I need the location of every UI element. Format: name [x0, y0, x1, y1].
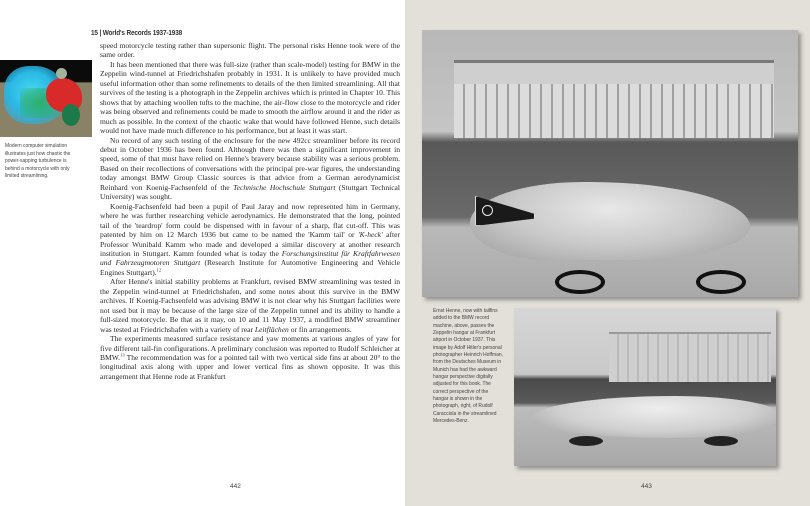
- mercedes-benz-streamliner-hangar-photo: [514, 308, 776, 466]
- body-text: [100, 41, 400, 381]
- paragraph: It has been mentioned that there was full-size (rather than scale-model) testing for BMW in the Zeppelin wind-tunnel at Friedrichshafen probably in 1931. It is unlikely to have provided much useful information other than some refinements to details of the then limited streamlining. All that survives of the testing is a photograph in the Zeppelin archives which is printed in Chapter 10. This shows that by attaching woollen tufts to the machine, the air-flow close to the motorcycle and rider was being observed and refinements could be made to smooth the airflow around it and the rider as much as possible. In the context of the chaotic wake that would have followed Henne, such details would not have made much difference to his performance, but at least it was start.: [100, 59, 400, 136]
- footnote-marker: 12: [156, 267, 162, 273]
- rear-wheel-icon: [555, 270, 605, 294]
- paragraph: After Henne's initial stability problems at Frankfurt, revised BMW streamlining was tested in the Zeppelin wind-tunnel at Friedrichshafen, and some notes about this survive in the BMW archives. If Koenig-Fachsenfeld was advising BMW it is not clear why his Stuttgart facilities were not used but it may be because of the large size of the Zeppelin tunnel and its ability to handle a full-sized motorcycle. Be that as it may, on 10 and 11 May 1937, a modified BMW streamliner was tested at Friedrichshafen with a variety of rear Leitflächen or fin arrangements.: [100, 277, 400, 334]
- paragraph: No record of any such testing of the enclosure for the new 492cc streamliner before its record debut in October 1936 has been found. Although there was then a significant improvement in speed, some of that must have relied on Henne's bravery because stability was a serious problem. Based on their recollections of conversations with the principal pre-war figures, the understanding today amongst BMW Group Classic sources is that advice from a German aerodynamicist Reinhard von Koenig-Fachsenfeld of the Technische Hochschule Stuttgart (Stuttgart Technical University) was sought.: [100, 135, 400, 202]
- mercedes-streamliner-body: [532, 396, 776, 438]
- footnote-marker: 13: [120, 352, 125, 358]
- wheel-icon: [62, 104, 80, 126]
- page-number: 442: [230, 483, 241, 490]
- rider-helmet-icon: [56, 68, 67, 79]
- front-wheel-icon: [704, 436, 738, 446]
- front-wheel-icon: [696, 270, 746, 294]
- motorcycle-turbulence-simulation-image: [0, 60, 92, 137]
- tail-fin-emblem-icon: [482, 205, 493, 216]
- figure-caption: Modern computer simulation illustrates just how chaotic the power-sapping turbulence is behind a motorcycle with only limited streamlining.: [5, 143, 71, 180]
- hangar-roof: [454, 60, 774, 84]
- rear-wheel-icon: [569, 436, 603, 446]
- page-number: 443: [641, 483, 652, 490]
- paragraph: speed motorcycle testing rather than supersonic flight. The personal risks Henne took were of the same order.: [100, 41, 400, 60]
- running-head: 15 | World's Records 1937-1938: [91, 28, 183, 37]
- paragraph: The experiments measured surface resistance and yaw moments at various angles of yaw for five different tail-fin configurations. A preliminary conclusion was reported to Rudolf Schleicher at BMW.$^{13}$ The recommendation was for a pointed tail with two vertical side fins at about 20° to the longitudinal axis along with upper and lower vertical fins as shown opposite. It was this arrangement that Henne rode at Frankfurt: [100, 334, 400, 381]
- photo-caption: Ernst Henne, now with tailfins added to the BMW record machine, above, passes the Zeppelin hangar at Frankfurt airport in October 1937. This image by Adolf Hitler's personal photographer Heinrich Hoffman, from the Deutsches Museum in Munich has had the awkward hangar perspective digitally adjusted for this book. The correct perspective of the hangar is shown in the photograph, right, of Rudolf Caracciola in the streamlined Mercedes-Benz.: [433, 308, 503, 425]
- paragraph: Koenig-Fachsenfeld had been a pupil of Paul Jaray and now represented him in Germany, where he was further researching vehicle aerodynamics. He demonstrated that the long, pointed tail of the 'teardrop' form could be dispensed with in favour of a sharp, flat cut-off. This was patented by him on 12 March 1936 but came to be named the 'Kamm tail' or 'K-heck' after Professor Wunibald Kamm who made and developed a similar discovery at another research institution in Stuttgart. Kamm founded what is today the Forschungsinstitut für Kraftfahrwesen und Fahrzeugmotoren Stuttgart (Research Institute for Automotive Engineering and Vehicle Engines Stuttgart).$^{12}$: [100, 201, 400, 277]
- bmw-streamliner-zeppelin-hangar-photo: [422, 30, 798, 297]
- zeppelin-hangar: [609, 332, 771, 382]
